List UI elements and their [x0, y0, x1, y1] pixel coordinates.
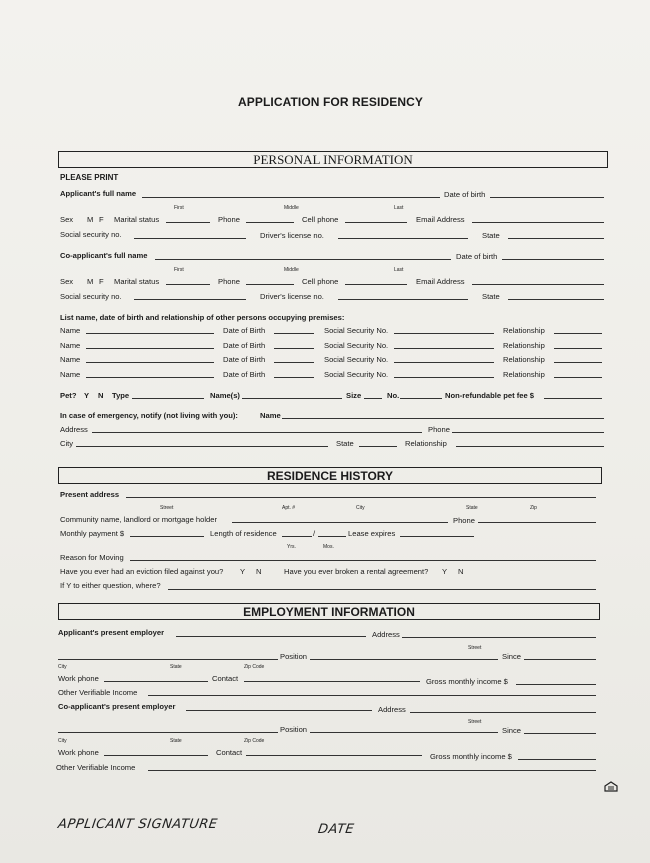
occupant-name-field[interactable]	[86, 348, 214, 349]
lease-expires-label: Lease expires	[348, 529, 396, 538]
emergency-state-field[interactable]	[359, 446, 397, 447]
occupant-ssn-field[interactable]	[394, 348, 494, 349]
community-label: Community name, landlord or mortgage holder	[60, 515, 218, 524]
reason-field[interactable]	[130, 560, 596, 561]
phone-label: Phone	[218, 215, 240, 224]
pet-count-field[interactable]	[400, 398, 442, 399]
co-contact-field[interactable]	[246, 755, 422, 756]
section-header-employment	[58, 603, 600, 620]
occupant-name-label: Name	[60, 355, 81, 364]
employer-state-caption: State	[170, 664, 182, 670]
pet-names-label: Name(s)	[210, 391, 240, 400]
contact-field[interactable]	[244, 681, 420, 682]
co-cell-phone-field[interactable]	[345, 284, 407, 285]
last-caption-2: Last	[394, 267, 404, 273]
occupant-relationship-field[interactable]	[554, 377, 602, 378]
co-employer-zip-caption: Zip Code	[244, 738, 265, 744]
emergency-city-field[interactable]	[76, 446, 328, 447]
employer-zip-caption: Zip Code	[244, 664, 265, 670]
co-employer-city-caption: City	[58, 738, 67, 744]
pet-fee-label: Non-refundable pet fee $	[445, 391, 535, 400]
since-label: Since	[502, 652, 521, 661]
occupant-dob-label: Date of Birth	[223, 340, 266, 350]
monthly-payment-label: Monthly payment $	[60, 529, 125, 538]
city-caption: City	[356, 505, 365, 511]
state-label: State	[482, 231, 500, 240]
co-work-phone-field[interactable]	[104, 755, 208, 756]
co-drivers-license-label: Driver's license no.	[260, 292, 324, 301]
co-sex-label: Sex	[60, 277, 74, 286]
occupant-ssn-label: Social Security No.	[324, 369, 389, 379]
pet-label: Pet?	[60, 391, 77, 400]
co-employer-state-caption: State	[170, 738, 182, 744]
present-address-field[interactable]	[126, 497, 596, 498]
length-label: Length of residence	[210, 529, 277, 538]
email-field[interactable]	[472, 222, 604, 223]
co-gross-income-field[interactable]	[518, 759, 596, 760]
co-email-field[interactable]	[472, 284, 604, 285]
applicant-employer-field[interactable]	[176, 636, 366, 637]
residence-phone-label: Phone	[453, 516, 475, 525]
cell-phone-label: Cell phone	[302, 215, 339, 224]
street-caption: Street	[160, 505, 174, 511]
co-employer-city-field[interactable]	[58, 732, 278, 733]
occupant-relationship-field[interactable]	[554, 348, 602, 349]
occupant-dob-field[interactable]	[274, 377, 314, 378]
employer-address-label: Address	[372, 630, 400, 639]
emergency-heading: In case of emergency, notify (not living with you):	[60, 411, 238, 420]
co-drivers-license-field[interactable]	[338, 299, 468, 300]
co-phone-label: Phone	[218, 277, 240, 286]
first-caption: First	[174, 205, 184, 211]
occupant-dob-field[interactable]	[274, 348, 314, 349]
co-other-income-field[interactable]	[148, 770, 596, 771]
employer-city-field[interactable]	[58, 659, 278, 660]
equal-housing-icon	[604, 781, 618, 792]
gross-income-field[interactable]	[516, 684, 596, 685]
residence-phone-field[interactable]	[478, 522, 596, 523]
co-since-label: Since	[502, 726, 521, 735]
occupant-relationship-field[interactable]	[554, 362, 602, 363]
emergency-relationship-label: Relationship	[405, 439, 447, 448]
pet-yes[interactable]: Y	[84, 391, 90, 400]
pet-size-label: Size	[346, 391, 362, 400]
occupant-name-label: Name	[60, 369, 81, 379]
occupant-name-label: Name	[60, 326, 81, 335]
occupant-dob-label: Date of Birth	[223, 326, 266, 335]
mos-caption: Mos.	[323, 544, 334, 550]
if-yes-label: If Y to either question, where?	[60, 581, 161, 590]
co-gross-income-label: Gross monthly income $	[430, 752, 512, 761]
occupant-ssn-label: Social Security No.	[324, 326, 389, 335]
occupant-dob-field[interactable]	[274, 333, 314, 334]
section-title-personal: PERSONAL INFORMATION	[253, 152, 413, 167]
occupant-name-field[interactable]	[86, 333, 214, 334]
coapplicant-dob-label: Date of birth	[456, 252, 498, 261]
length-months-field[interactable]	[318, 536, 346, 537]
co-ssn-field[interactable]	[134, 299, 246, 300]
position-field[interactable]	[310, 659, 498, 660]
co-sex-f[interactable]: F	[99, 277, 104, 286]
zip-caption: Zip	[530, 505, 537, 511]
emergency-phone-field[interactable]	[452, 432, 604, 433]
emergency-relationship-field[interactable]	[456, 446, 604, 447]
emergency-phone-label: Phone	[428, 425, 450, 434]
eviction-yes[interactable]: Y	[240, 567, 246, 576]
yrs-caption: Yrs.	[287, 544, 296, 550]
applicant-name-label: Applicant's full name	[60, 189, 137, 198]
co-contact-label: Contact	[216, 748, 243, 757]
occupant-name-field[interactable]	[86, 362, 214, 363]
present-address-label: Present address	[60, 490, 120, 499]
coapplicant-employer-field[interactable]	[186, 710, 372, 711]
other-income-field[interactable]	[148, 695, 596, 696]
co-marital-status-label: Marital status	[114, 277, 160, 286]
occupant-dob-label: Date of Birth	[223, 355, 266, 364]
marital-status-field[interactable]	[166, 222, 210, 223]
section-title-employment: EMPLOYMENT INFORMATION	[243, 605, 415, 619]
occupant-dob-label: Date of Birth	[223, 369, 266, 379]
co-other-income-label: Other Verifiable Income	[56, 763, 136, 772]
other-income-label: Other Verifiable Income	[58, 688, 138, 697]
since-field[interactable]	[524, 659, 596, 660]
occupant-name-label: Name	[60, 340, 81, 350]
pet-type-field[interactable]	[132, 398, 204, 399]
occupants-heading: List name, date of birth and relationship of other persons occupying premises:	[60, 313, 345, 322]
occupant-relationship-field[interactable]	[554, 333, 602, 334]
co-marital-status-field[interactable]	[166, 284, 210, 285]
apt-caption: Apt. #	[282, 505, 296, 511]
eviction-question: Have you ever had an eviction filed against you?	[60, 567, 224, 576]
gross-income-label: Gross monthly income $	[426, 677, 508, 686]
section-header-personal	[58, 151, 608, 168]
occupant-name-field[interactable]	[86, 377, 214, 378]
employer-city-caption: City	[58, 664, 67, 670]
sex-f[interactable]: F	[99, 215, 104, 224]
broken-no[interactable]: N	[458, 567, 464, 576]
date-handwritten: DATE	[316, 822, 356, 837]
coapplicant-dob-field[interactable]	[502, 259, 604, 260]
pet-fee-field[interactable]	[544, 398, 602, 399]
pet-type-label: Type	[112, 391, 130, 400]
broken-yes[interactable]: Y	[442, 567, 448, 576]
sex-m[interactable]: M	[87, 215, 94, 224]
middle-caption-2: Middle	[284, 267, 299, 273]
occupant-relationship-label: Relationship	[503, 326, 545, 335]
emergency-state-label: State	[336, 439, 354, 448]
co-state-field[interactable]	[508, 299, 604, 300]
co-state-label: State	[482, 292, 500, 301]
occupant-relationship-label: Relationship	[503, 369, 545, 379]
length-slash: /	[313, 529, 316, 538]
broken-question: Have you ever broken a rental agreement?	[284, 567, 429, 576]
co-position-label: Position	[280, 725, 308, 734]
drivers-license-field[interactable]	[338, 238, 468, 239]
emergency-address-label: Address	[60, 425, 88, 434]
co-since-field[interactable]	[524, 733, 596, 734]
last-caption: Last	[394, 205, 404, 211]
employer-address-field[interactable]	[402, 637, 596, 638]
co-employer-address-label: Address	[378, 705, 406, 714]
occupant-relationship-label: Relationship	[503, 340, 545, 350]
emergency-name-label: Name	[260, 411, 281, 420]
occupant-relationship-label: Relationship	[503, 355, 545, 364]
employer-street-caption: Street	[468, 645, 482, 651]
if-yes-field[interactable]	[168, 589, 596, 590]
work-phone-label: Work phone	[58, 674, 99, 683]
coapplicant-employer-label: Co-applicant's present employer	[58, 702, 176, 711]
state-caption: State	[466, 505, 478, 511]
co-work-phone-label: Work phone	[58, 748, 99, 757]
sex-label: Sex	[60, 215, 74, 224]
please-print-label: PLEASE PRINT	[60, 173, 119, 182]
community-field[interactable]	[232, 522, 448, 523]
monthly-payment-field[interactable]	[130, 536, 204, 537]
coapplicant-name-label: Co-applicant's full name	[60, 251, 148, 260]
position-label: Position	[280, 652, 308, 661]
co-cell-phone-label: Cell phone	[302, 277, 339, 286]
coapplicant-name-field[interactable]	[155, 259, 451, 260]
applicant-employer-label: Applicant's present employer	[58, 628, 165, 637]
occupant-ssn-field[interactable]	[394, 377, 494, 378]
length-years-field[interactable]	[282, 536, 312, 537]
form-title: APPLICATION FOR RESIDENCY	[238, 95, 423, 109]
co-phone-field[interactable]	[246, 284, 294, 285]
cell-phone-field[interactable]	[345, 222, 407, 223]
co-position-field[interactable]	[310, 732, 498, 733]
marital-status-label: Marital status	[114, 215, 160, 224]
state-field[interactable]	[508, 238, 604, 239]
work-phone-field[interactable]	[104, 681, 208, 682]
occupant-ssn-field[interactable]	[394, 362, 494, 363]
applicant-name-field[interactable]	[142, 197, 440, 198]
contact-label: Contact	[212, 674, 239, 683]
co-sex-m[interactable]: M	[87, 277, 94, 286]
occupant-ssn-label: Social Security No.	[324, 340, 389, 350]
reason-label: Reason for Moving	[60, 553, 124, 562]
emergency-name-field[interactable]	[282, 418, 604, 419]
lease-expires-field[interactable]	[400, 536, 474, 537]
co-employer-address-field[interactable]	[410, 712, 596, 713]
ssn-label: Social security no.	[60, 230, 122, 239]
applicant-dob-field[interactable]	[490, 197, 604, 198]
email-label: Email Address	[416, 215, 465, 224]
pet-size-field[interactable]	[364, 398, 382, 399]
applicant-signature-handwritten: APPLICANT SIGNATURE	[56, 817, 219, 832]
pet-names-field[interactable]	[242, 398, 342, 399]
middle-caption: Middle	[284, 205, 299, 211]
first-caption-2: First	[174, 267, 184, 273]
occupant-dob-field[interactable]	[274, 362, 314, 363]
co-employer-street-caption: Street	[468, 719, 482, 725]
emergency-address-field[interactable]	[92, 432, 422, 433]
occupant-ssn-label: Social Security No.	[324, 355, 389, 364]
co-ssn-label: Social security no.	[60, 292, 122, 301]
section-title-residence: RESIDENCE HISTORY	[266, 469, 394, 483]
pet-no-label: No.	[387, 391, 400, 400]
section-header-residence	[58, 467, 602, 484]
phone-field[interactable]	[246, 222, 294, 223]
applicant-dob-label: Date of birth	[444, 190, 486, 199]
drivers-license-label: Driver's license no.	[260, 231, 324, 240]
emergency-city-label: City	[60, 439, 74, 448]
ssn-field[interactable]	[134, 238, 246, 239]
occupant-ssn-field[interactable]	[394, 333, 494, 334]
pet-no[interactable]: N	[98, 391, 104, 400]
co-email-label: Email Address	[416, 277, 465, 286]
eviction-no[interactable]: N	[256, 567, 262, 576]
